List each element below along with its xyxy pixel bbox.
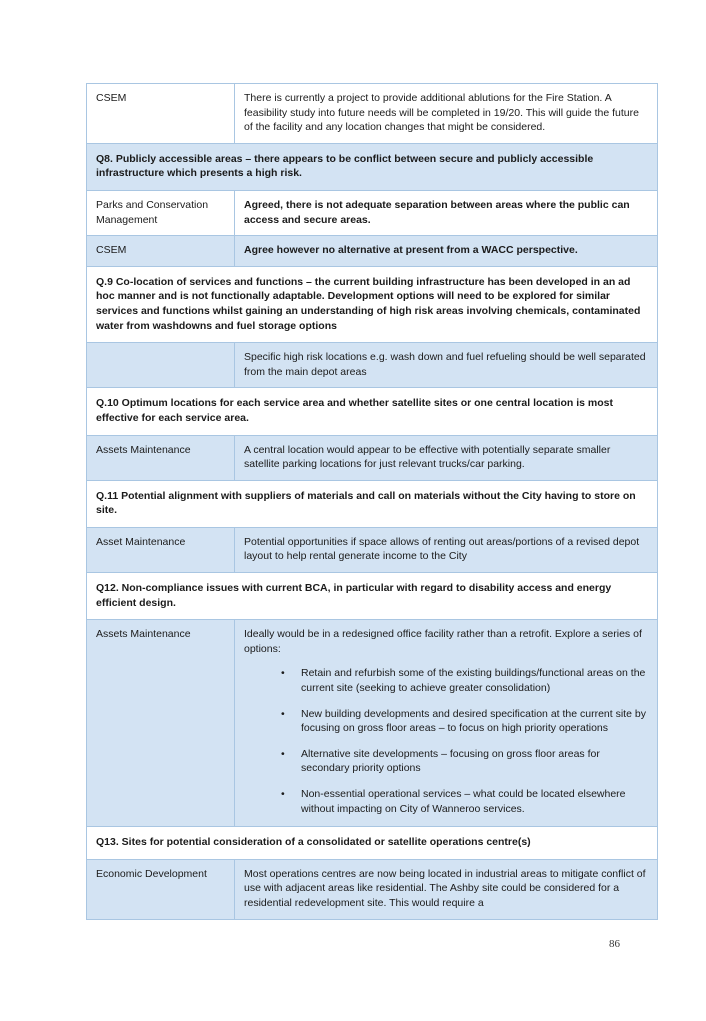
role-cell: Economic Development [87,859,235,919]
options-bullet-list [244,666,648,816]
table-row [87,620,658,827]
role-cell: CSEM [87,84,235,144]
table-row [87,859,658,919]
table-row [87,527,658,572]
question-heading: Q.11 Potential alignment with suppliers of materials and call on materials without the City having to store on site. [87,480,658,527]
question-header-row [87,573,658,620]
list-item-label: Non-essential operational services – what could be located elsewhere without impacting on City of Wanneroo services. [301,788,626,815]
list-item-label: Alternative site developments – focusing on gross floor areas for secondary priority options [301,747,600,775]
question-header-row [87,827,658,860]
role-cell: Asset Maintenance [87,527,235,572]
bullet-icon: • [281,667,285,680]
response-cell: Potential opportunities if space allows of renting out areas/portions of a revised depot layout to help rental generate income to the City [235,527,658,572]
page-number: 86 [609,938,620,950]
list-item [244,747,648,776]
response-cell: A central location would appear to be effective with potentially separate smaller satellite parking locations for just relevant trucks/car parking. [235,435,658,480]
table-row [87,84,658,144]
question-header-row [87,266,658,342]
question-header-row [87,480,658,527]
bullet-icon: • [281,747,285,760]
response-cell: Agree however no alternative at present from a WACC perspective. [235,236,658,267]
list-item-label: Retain and refurbish some of the existing buildings/functional areas on the current site (seeking to achieve greater consolidation) [301,667,646,695]
response-cell [235,620,658,827]
table-row [87,190,658,235]
question-heading: Q8. Publicly accessible areas – there appears to be conflict between secure and publicly accessible infrastructure which presents a high risk. [87,143,658,190]
question-heading: Q.9 Co-location of services and functions – the current building infrastructure has been developed in an ad hoc manner and is not functionally adaptable. Development options will need to be explored for similar services and functions whilst gaining an understanding of high risk areas involving chemicals, contaminated water from washdowns and fuel storage options [87,266,658,342]
list-item [244,787,648,816]
question-heading: Q12. Non-compliance issues with current BCA, in particular with regard to disability access and energy efficient design. [87,573,658,620]
role-cell [87,343,235,388]
question-header-row [87,388,658,435]
role-cell: Parks and Conservation Management [87,190,235,235]
table-row [87,343,658,388]
consultation-response-table [86,83,658,920]
table-row [87,236,658,267]
bullet-icon: • [281,788,285,800]
bullet-icon: • [281,707,285,720]
response-intro-text: Ideally would be in a redesigned office facility rather than a retrofit. Explore a series of options: [244,628,642,655]
question-heading: Q.10 Optimum locations for each service area and whether satellite sites or one central location is most effective for each service area. [87,388,658,435]
question-header-row [87,143,658,190]
question-heading: Q13. Sites for potential consideration of a consolidated or satellite operations centre(s) [87,827,658,860]
response-cell: Agreed, there is not adequate separation between areas where the public can access and secure areas. [235,190,658,235]
response-cell: Specific high risk locations e.g. wash down and fuel refueling should be well separated from the main depot areas [235,343,658,388]
role-cell: CSEM [87,236,235,267]
response-cell: Most operations centres are now being located in industrial areas to mitigate conflict of use with adjacent areas like residential. The Ashby site could be considered for a residential redevelopment site. This would require a [235,859,658,919]
role-cell: Assets Maintenance [87,435,235,480]
role-cell: Assets Maintenance [87,620,235,827]
table-body [87,84,658,920]
list-item [244,666,648,695]
table-row [87,435,658,480]
list-item [244,707,648,736]
response-cell: There is currently a project to provide additional ablutions for the Fire Station. A feasibility study into future needs will be completed in 19/20. This will guide the future of the facility and any location changes that might be considered. [235,84,658,144]
list-item-label: New building developments and desired specification at the current site by focusing on gross floor areas – to focus on high priority operations [301,707,646,735]
